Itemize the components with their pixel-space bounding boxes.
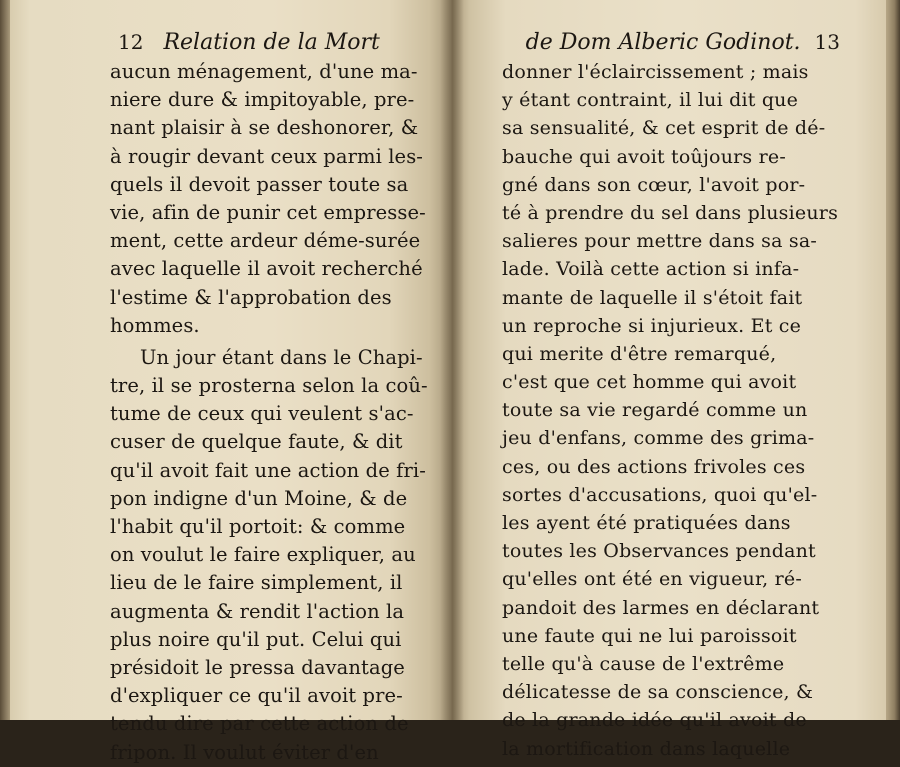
text-line: présidoit le pressa davantage bbox=[110, 655, 405, 679]
left-page-edge bbox=[0, 0, 10, 720]
text-line: un reproche si injurieux. Et ce bbox=[502, 314, 802, 337]
text-line: sortes d'accusations, quoi qu'el- bbox=[502, 483, 818, 506]
text-line: pandoit des larmes en déclarant bbox=[502, 596, 820, 619]
text-line: tume de ceux qui veulent s'ac- bbox=[110, 402, 414, 426]
text-line: telle qu'à cause de l'extrême bbox=[502, 652, 785, 675]
text-line: sa sensualité, & cet esprit de dé- bbox=[502, 117, 826, 140]
text-line: la mortification dans laquelle bbox=[502, 737, 791, 760]
text-line: ment, cette ardeur déme-surée bbox=[110, 229, 421, 253]
right-page-number: 13 bbox=[814, 30, 840, 54]
right-running-head: de Dom Alberic Godinot. bbox=[525, 30, 801, 55]
text-line: l'habit qu'il portoit: & comme bbox=[110, 515, 406, 538]
text-line: on voulut le faire expliquer, au bbox=[110, 543, 416, 567]
text-line: qu'il avoit fait une action de fri- bbox=[110, 458, 426, 482]
text-line: bauche qui avoit toûjours re- bbox=[502, 145, 786, 168]
text-line: donner l'éclaircissement ; mais bbox=[502, 61, 809, 83]
text-line: gné dans son cœur, l'avoit por- bbox=[502, 173, 806, 196]
text-line: d'expliquer ce qu'il avoit pre- bbox=[110, 684, 403, 708]
text-line: de la grande idée qu'il avoit de bbox=[502, 709, 807, 732]
text-line: délicatesse de sa conscience, & bbox=[502, 681, 814, 704]
text-line: té à prendre du sel dans plusieurs bbox=[502, 201, 839, 224]
left-page-body bbox=[110, 58, 428, 767]
text-line: salieres pour mettre dans sa sa- bbox=[502, 230, 817, 253]
text-line: aucun ménagement, d'une ma- bbox=[110, 60, 418, 83]
text-line: niere dure & impitoyable, pre- bbox=[110, 88, 415, 112]
left-page-number: 12 bbox=[118, 30, 144, 54]
right-page-body bbox=[502, 58, 857, 763]
text-line: les ayent été pratiquées dans bbox=[502, 512, 791, 534]
text-line: nant plaisir à se deshonorer, & bbox=[110, 116, 419, 140]
text-line: ces, ou des actions frivoles ces bbox=[502, 455, 806, 478]
text-line: fripon. Il voulut éviter d'en bbox=[110, 740, 379, 764]
paragraph-start-line: Un jour étant dans le Chapi- bbox=[140, 345, 423, 369]
right-page-header bbox=[510, 30, 840, 60]
text-line: plus noire qu'il put. Celui qui bbox=[110, 627, 402, 651]
text-line: une faute qui ne lui paroissoit bbox=[502, 624, 797, 647]
text-line: lieu de le faire simplement, il bbox=[110, 571, 403, 595]
right-page-edge bbox=[886, 0, 900, 720]
text-line: lade. Voilà cette action si infa- bbox=[502, 258, 800, 281]
text-line: toute sa vie regardé comme un bbox=[502, 399, 808, 422]
right-page bbox=[452, 0, 900, 760]
text-line: avec laquelle il avoit recherché bbox=[110, 257, 423, 281]
text-line: vie, afin de punir cet empresse- bbox=[110, 200, 426, 224]
text-line: mante de laquelle il s'étoit fait bbox=[502, 286, 803, 309]
text-line: l'estime & l'approbation des bbox=[110, 285, 392, 309]
text-line: quels il devoit passer toute sa bbox=[110, 172, 409, 196]
text-line: qu'elles ont été en vigueur, ré- bbox=[502, 568, 802, 591]
left-running-head: Relation de la Mort bbox=[163, 30, 380, 55]
text-line: pon indigne d'un Moine, & de bbox=[110, 486, 408, 510]
text-line: tre, il se prosterna selon la coû- bbox=[110, 374, 428, 398]
text-line: hommes. bbox=[110, 313, 200, 337]
text-line: toutes les Observances pendant bbox=[502, 540, 816, 563]
text-line: c'est que cet homme qui avoit bbox=[502, 371, 797, 394]
text-line: tendu dire par cette action de bbox=[110, 712, 409, 736]
text-line: qui merite d'être remarqué, bbox=[502, 342, 777, 365]
left-page-header bbox=[118, 30, 408, 60]
text-line: augmenta & rendit l'action la bbox=[110, 599, 405, 623]
text-line: y étant contraint, il lui dit que bbox=[502, 89, 799, 112]
text-line: à rougir devant ceux parmi les- bbox=[110, 144, 423, 168]
text-line: jeu d'enfans, comme des grima- bbox=[502, 427, 815, 450]
text-line: cuser de quelque faute, & dit bbox=[110, 430, 403, 454]
